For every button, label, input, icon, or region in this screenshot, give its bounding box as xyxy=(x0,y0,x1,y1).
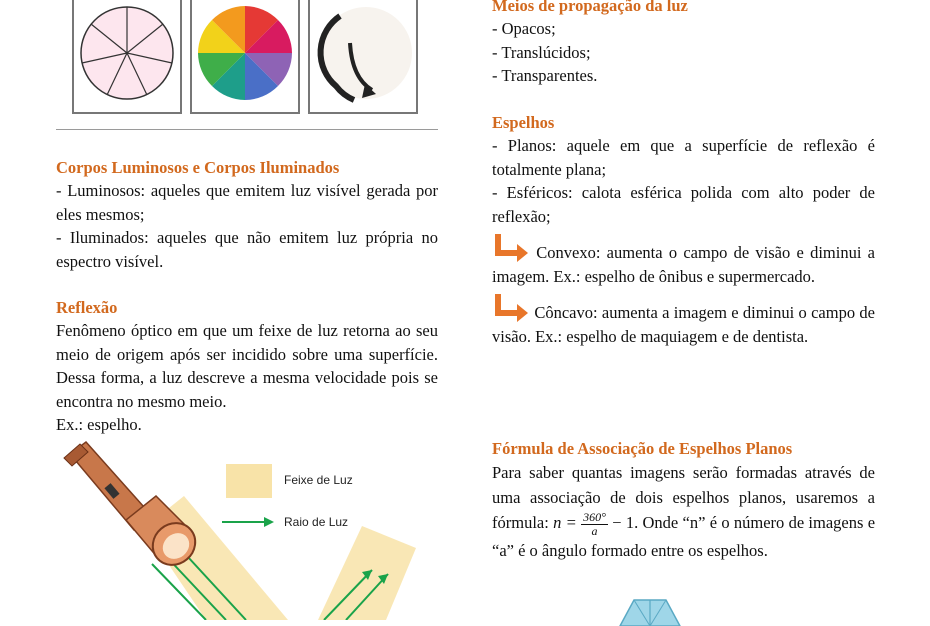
plane-mirror-paragraph: - Planos: aquele em que a superfície de reflexão é totalmente plana; xyxy=(492,136,875,179)
convex-paragraph xyxy=(492,232,875,288)
reflection-section xyxy=(56,296,438,437)
reflection-paragraph: Fenômeno óptico em que um feixe de luz retorna ao seu meio de origem após ser incidido sobre uma superfície. Dessa forma, a luz descreve a mesma velocidade pois se encontra no mesmo meio. xyxy=(56,321,438,411)
reflection-illustration xyxy=(56,436,438,620)
white-wheel-frame xyxy=(308,0,418,114)
luminous-section xyxy=(56,156,438,273)
formula-minus-one: − 1. xyxy=(612,513,639,532)
orange-turn-arrow-icon xyxy=(492,292,530,322)
pink-segmented-wheel-icon xyxy=(74,0,180,112)
media-title: Meios de propagação da luz xyxy=(492,0,688,15)
illuminated-paragraph: - Iluminados: aqueles que não emitem luz própria no espectro visível. xyxy=(56,228,438,271)
beam-legend-swatch xyxy=(226,464,272,498)
concave-paragraph xyxy=(492,292,875,348)
ray-legend-label: Raio de Luz xyxy=(284,515,349,529)
media-item-opaque: - Opacos; xyxy=(492,19,556,38)
formula-denominator: a xyxy=(591,523,598,538)
formula-explanation-text: Onde “n” é o número de imagens e “a” é o ângulo formado entre os espelhos. xyxy=(492,513,876,560)
concave-text: Côncavo: aumenta a imagem e diminui o campo de visão. Ex.: espelho de maquiagem e de dentista. xyxy=(492,303,875,346)
formula-title: Fórmula de Associação de Espelhos Planos xyxy=(492,439,793,458)
color-wheels-figure xyxy=(72,0,418,116)
formula-fraction xyxy=(581,511,608,538)
reflection-title: Reflexão xyxy=(56,298,118,317)
spinning-white-disc-icon xyxy=(310,0,416,112)
luminous-paragraph: - Luminosos: aqueles que emitem luz visível gerada por eles mesmos; xyxy=(56,181,438,224)
section-divider xyxy=(56,129,438,130)
formula-section xyxy=(492,437,875,563)
media-item-translucent: - Translúcidos; xyxy=(492,42,591,62)
media-item-transparent: - Transparentes. xyxy=(492,66,598,85)
reflection-example: Ex.: espelho. xyxy=(56,415,142,434)
beam-legend-label: Feixe de Luz xyxy=(284,473,353,487)
spherical-mirror-paragraph: - Esféricos: calota esférica polida com alto poder de reflexão; xyxy=(492,183,875,226)
rainbow-wheel-frame xyxy=(190,0,300,114)
flashlight-reflection-diagram xyxy=(56,436,438,620)
formula-numerator: 360° xyxy=(583,509,606,524)
luminous-title: Corpos Luminosos e Corpos Iluminados xyxy=(56,158,340,177)
media-section xyxy=(492,0,875,88)
formula-paragraph xyxy=(492,460,875,563)
pink-wheel-frame xyxy=(72,0,182,114)
convex-text: Convexo: aumenta o campo de visão e diminui a imagem. Ex.: espelho de ônibus e supermercado. xyxy=(492,243,876,286)
mirrors-section xyxy=(492,111,875,348)
orange-turn-arrow-icon xyxy=(492,232,530,262)
formula-intro-text: Para saber quantas imagens serão formadas através de uma associação de dois espelhos planos, usaremos a fórmula: xyxy=(492,463,875,532)
mirror-association-figure xyxy=(590,596,710,626)
formula-n: n = xyxy=(553,513,577,532)
mirrors-title: Espelhos xyxy=(492,113,555,132)
rainbow-color-wheel-icon xyxy=(192,0,298,112)
